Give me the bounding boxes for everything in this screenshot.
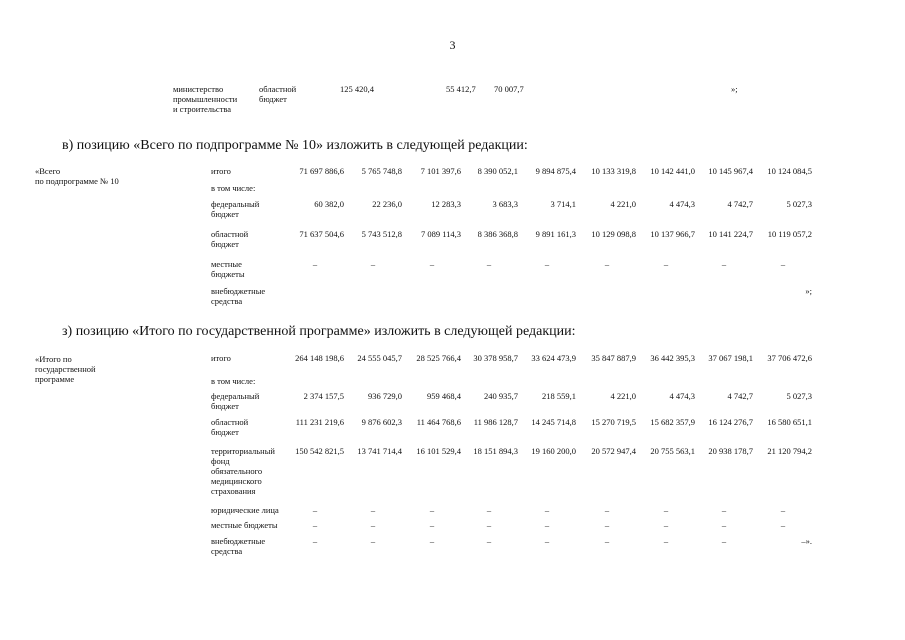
table-cell: – bbox=[486, 520, 492, 530]
title-line: по подпрограмме № 10 bbox=[35, 176, 119, 186]
table-cell: 16 101 529,4 bbox=[416, 446, 461, 456]
table-cell: 10 141 224,7 bbox=[708, 229, 753, 239]
row-label-line: юридические лица bbox=[211, 505, 279, 515]
label-line: и строительства bbox=[173, 104, 232, 114]
table-cell: 10 124 084,5 bbox=[767, 166, 812, 176]
table-cell: 240 935,7 bbox=[484, 391, 518, 401]
row-label-line: бюджет bbox=[211, 209, 239, 219]
table-cell: – bbox=[721, 259, 727, 269]
table-cell: 21 120 794,2 bbox=[767, 446, 812, 456]
row-label-line: средства bbox=[211, 296, 243, 306]
row-label-line: областной bbox=[211, 229, 249, 239]
table-cell: – bbox=[544, 259, 550, 269]
table-cell: – bbox=[544, 536, 550, 546]
table-cell: 10 142 441,0 bbox=[650, 166, 695, 176]
table-cell: – bbox=[780, 505, 786, 515]
section-z-heading: з) позицию «Итого по государственной программе» изложить в следующей редакции: bbox=[62, 324, 576, 339]
table-cell: 22 236,0 bbox=[372, 199, 402, 209]
row-label-line: в том числе: bbox=[211, 376, 256, 386]
row-label-line: итого bbox=[211, 353, 231, 363]
table-cell: –». bbox=[801, 536, 812, 546]
table-cell: 16 580 651,1 bbox=[767, 417, 812, 427]
table-cell: – bbox=[663, 536, 669, 546]
table-cell: 19 160 200,0 bbox=[531, 446, 576, 456]
table-cell: 20 755 563,1 bbox=[650, 446, 695, 456]
row-label bbox=[211, 183, 286, 193]
row-label-line: медицинского bbox=[211, 476, 262, 486]
row-label-line: бюджет bbox=[211, 427, 239, 437]
table-cell: – bbox=[663, 520, 669, 530]
table-cell: 30 378 958,7 bbox=[473, 353, 518, 363]
table-cell: 5 743 512,8 bbox=[361, 229, 402, 239]
row-label-line: федеральный bbox=[211, 391, 260, 401]
table-cell: »; bbox=[805, 286, 812, 296]
table-cell: 3 714,1 bbox=[550, 199, 576, 209]
table-cell: 8 390 052,1 bbox=[477, 166, 518, 176]
top-row-label bbox=[173, 84, 237, 114]
table-cell: 71 637 504,6 bbox=[299, 229, 344, 239]
table-cell: 24 555 045,7 bbox=[357, 353, 402, 363]
table-cell: 3 683,3 bbox=[492, 199, 518, 209]
table-cell: – bbox=[721, 536, 727, 546]
table-cell: – bbox=[370, 505, 376, 515]
table-cell: – bbox=[604, 505, 610, 515]
top-row-end-mark: »; bbox=[731, 84, 738, 94]
row-label bbox=[211, 520, 286, 530]
table-cell: 8 386 368,8 bbox=[477, 229, 518, 239]
row-label bbox=[211, 376, 286, 386]
table-cell: 20 938 178,7 bbox=[708, 446, 753, 456]
row-label-line: федеральный bbox=[211, 199, 260, 209]
title-line: программе bbox=[35, 374, 75, 384]
table-cell: – bbox=[780, 259, 786, 269]
row-label-line: местные бюджеты bbox=[211, 520, 278, 530]
title-line: государственной bbox=[35, 364, 96, 374]
table-cell: 37 706 472,6 bbox=[767, 353, 812, 363]
table-cell: 20 572 947,4 bbox=[591, 446, 636, 456]
table-cell: 218 559,1 bbox=[542, 391, 576, 401]
row-label-line: в том числе: bbox=[211, 183, 256, 193]
label-line: промышленности bbox=[173, 94, 238, 104]
source-line: бюджет bbox=[259, 94, 287, 104]
table-cell: 71 697 886,6 bbox=[299, 166, 344, 176]
page-number: 3 bbox=[449, 38, 456, 52]
table-cell: 12 283,3 bbox=[431, 199, 461, 209]
table-cell: 28 525 766,4 bbox=[416, 353, 461, 363]
table-cell: – bbox=[604, 259, 610, 269]
table-cell: 10 145 967,4 bbox=[708, 166, 753, 176]
table-cell: 4 221,0 bbox=[610, 391, 636, 401]
row-label-line: бюджет bbox=[211, 401, 239, 411]
table-cell: 36 442 395,3 bbox=[650, 353, 695, 363]
table-cell: 264 148 198,6 bbox=[295, 353, 344, 363]
table-cell: 4 742,7 bbox=[727, 199, 753, 209]
table-cell: – bbox=[370, 520, 376, 530]
table-cell: – bbox=[370, 536, 376, 546]
title-line: «Итого по bbox=[35, 354, 72, 364]
row-label-line: фонд bbox=[211, 456, 230, 466]
table-cell: 10 129 098,8 bbox=[591, 229, 636, 239]
table-cell: 5 765 748,8 bbox=[361, 166, 402, 176]
table-cell: 7 089 114,3 bbox=[420, 229, 461, 239]
table-cell: 4 474,3 bbox=[669, 199, 695, 209]
row-label-line: областной bbox=[211, 417, 249, 427]
section-v-title bbox=[35, 166, 119, 186]
row-label bbox=[211, 286, 286, 306]
table-cell: – bbox=[370, 259, 376, 269]
row-label-line: территориальный bbox=[211, 446, 275, 456]
table-cell: – bbox=[312, 259, 318, 269]
table-cell: – bbox=[429, 536, 435, 546]
table-cell: – bbox=[721, 505, 727, 515]
table-cell: 37 067 198,1 bbox=[708, 353, 753, 363]
table-cell: – bbox=[429, 520, 435, 530]
table-cell: – bbox=[604, 536, 610, 546]
row-label bbox=[211, 536, 286, 556]
row-label-line: средства bbox=[211, 546, 243, 556]
table-cell: 10 137 966,7 bbox=[650, 229, 695, 239]
table-cell: – bbox=[663, 505, 669, 515]
table-cell: – bbox=[312, 520, 318, 530]
table-cell: – bbox=[429, 505, 435, 515]
table-cell: 2 374 157,5 bbox=[303, 391, 344, 401]
table-cell: 15 682 357,9 bbox=[650, 417, 695, 427]
table-cell: 4 221,0 bbox=[610, 199, 636, 209]
table-cell: – bbox=[544, 520, 550, 530]
source-line: областной bbox=[259, 84, 297, 94]
row-label bbox=[211, 259, 286, 279]
table-cell: 150 542 821,5 bbox=[295, 446, 344, 456]
table-cell: 11 986 128,7 bbox=[473, 417, 518, 427]
table-cell: 959 468,4 bbox=[427, 391, 461, 401]
row-label-line: итого bbox=[211, 166, 231, 176]
section-v-heading: в) позицию «Всего по подпрограмме № 10» изложить в следующей редакции: bbox=[62, 138, 528, 153]
row-label-line: местные bbox=[211, 259, 242, 269]
table-cell: 16 124 276,7 bbox=[708, 417, 753, 427]
top-row-value: 55 412,7 bbox=[446, 84, 476, 94]
table-cell: – bbox=[780, 520, 786, 530]
table-cell: 936 729,0 bbox=[368, 391, 402, 401]
table-cell: 13 741 714,4 bbox=[357, 446, 402, 456]
table-cell: 11 464 768,6 bbox=[416, 417, 461, 427]
table-cell: – bbox=[312, 536, 318, 546]
row-label-line: страхования bbox=[211, 486, 256, 496]
table-cell: – bbox=[486, 259, 492, 269]
table-cell: 9 891 161,3 bbox=[535, 229, 576, 239]
table-cell: – bbox=[312, 505, 318, 515]
top-row-source bbox=[259, 84, 296, 104]
table-cell: 9 876 602,3 bbox=[361, 417, 402, 427]
table-cell: – bbox=[429, 259, 435, 269]
table-cell: 15 270 719,5 bbox=[591, 417, 636, 427]
table-cell: 33 624 473,9 bbox=[531, 353, 576, 363]
row-label-line: внебюджетные bbox=[211, 536, 266, 546]
title-line: «Всего bbox=[35, 166, 61, 176]
table-cell: 10 119 057,2 bbox=[767, 229, 812, 239]
table-cell: 35 847 887,9 bbox=[591, 353, 636, 363]
row-label-line: бюджеты bbox=[211, 269, 245, 279]
table-cell: 7 101 397,6 bbox=[420, 166, 461, 176]
table-cell: – bbox=[486, 536, 492, 546]
label-line: министерство bbox=[173, 84, 224, 94]
table-cell: 5 027,3 bbox=[786, 199, 812, 209]
table-cell: 9 894 875,4 bbox=[535, 166, 576, 176]
row-label bbox=[211, 505, 286, 515]
table-cell: – bbox=[544, 505, 550, 515]
table-cell: 10 133 319,8 bbox=[591, 166, 636, 176]
table-cell: – bbox=[663, 259, 669, 269]
top-row-value: 70 007,7 bbox=[494, 84, 524, 94]
table-cell: – bbox=[604, 520, 610, 530]
table-cell: 111 231 219,6 bbox=[295, 417, 344, 427]
top-row-value: 125 420,4 bbox=[340, 84, 374, 94]
table-cell: 4 742,7 bbox=[727, 391, 753, 401]
row-label-line: внебюджетные bbox=[211, 286, 266, 296]
row-label-line: бюджет bbox=[211, 239, 239, 249]
table-cell: 5 027,3 bbox=[786, 391, 812, 401]
table-cell: 18 151 894,3 bbox=[473, 446, 518, 456]
table-cell: – bbox=[486, 505, 492, 515]
table-cell: 60 382,0 bbox=[314, 199, 344, 209]
table-cell: 14 245 714,8 bbox=[531, 417, 576, 427]
table-cell: – bbox=[721, 520, 727, 530]
section-z-title bbox=[35, 354, 96, 384]
row-label-line: обязательного bbox=[211, 466, 263, 476]
table-cell: 4 474,3 bbox=[669, 391, 695, 401]
